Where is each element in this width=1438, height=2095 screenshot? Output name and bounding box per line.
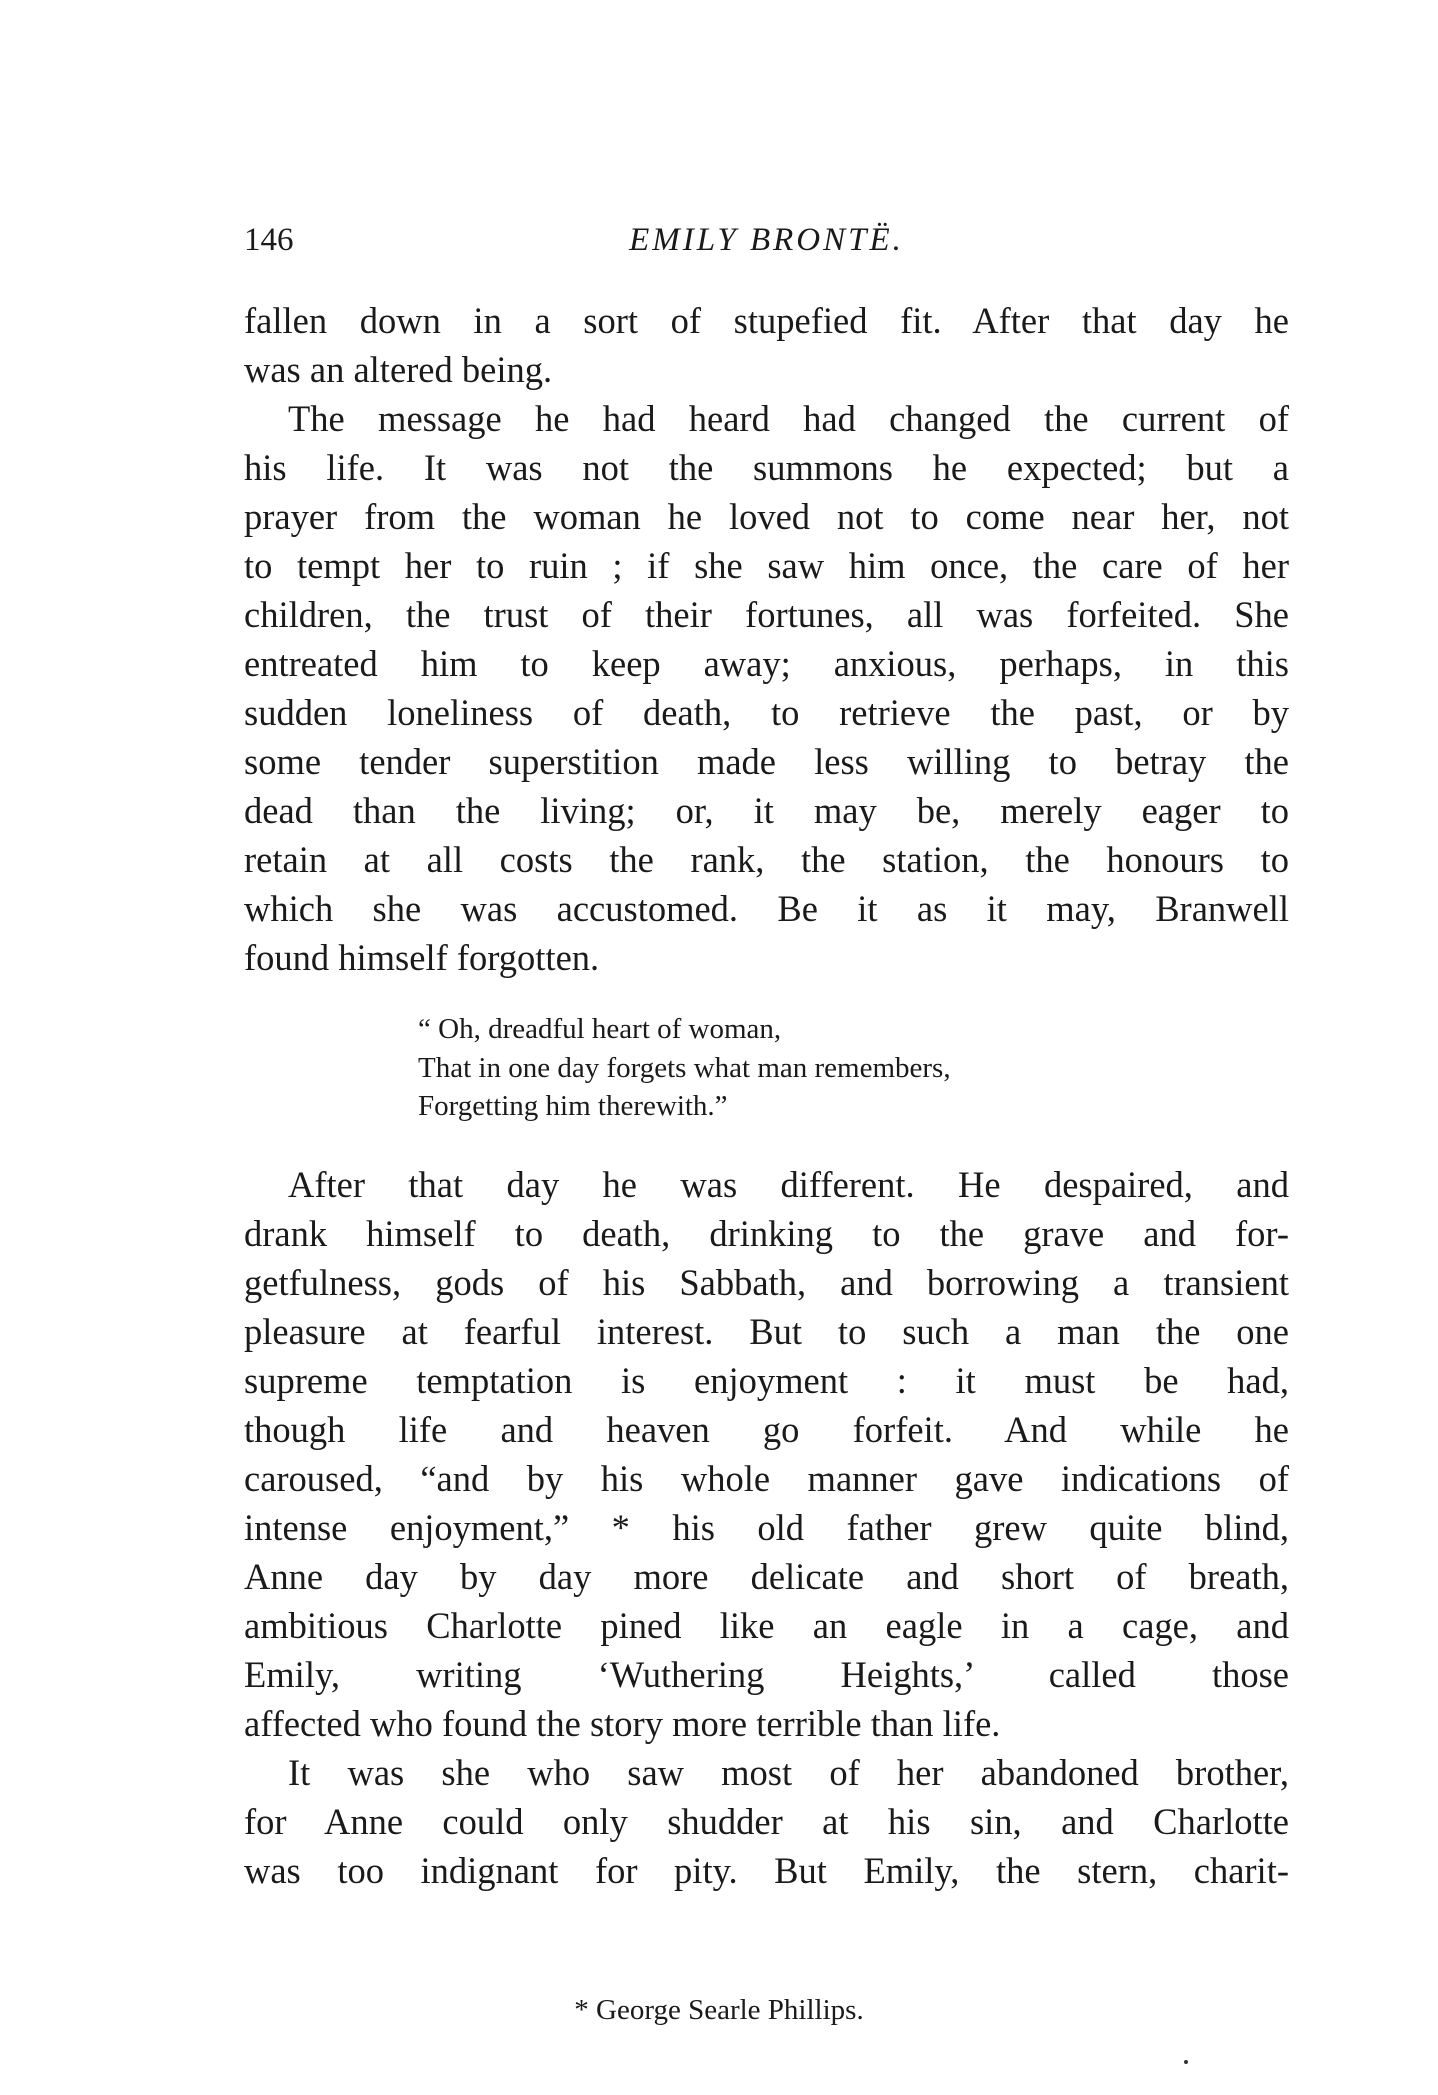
text-line: drank himself to death, drinking to the grave and for-	[244, 1213, 1289, 1254]
text-line: dead than the living; or, it may be, merely eager to	[244, 790, 1289, 831]
text-line: though life and heaven go forfeit. And while he	[244, 1409, 1289, 1450]
text-line: was too indignant for pity. But Emily, the stern, charit-	[244, 1850, 1289, 1891]
print-speck	[1184, 2060, 1188, 2064]
text-line: some tender superstition made less willing to betray the	[244, 741, 1289, 782]
text-line: found himself forgotten.	[244, 937, 600, 978]
text-line: fallen down in a sort of stupefied fit. After that day he	[244, 300, 1289, 341]
verse-quotation	[418, 1010, 951, 1126]
text-line: pleasure at fearful interest. But to such a man the one	[244, 1311, 1289, 1352]
text-line: caroused, “and by his whole manner gave indications of	[244, 1458, 1289, 1499]
running-head	[244, 222, 1289, 266]
text-line: Anne day by day more delicate and short of breath,	[244, 1556, 1289, 1597]
paragraph-3	[244, 1160, 1289, 1748]
running-title: EMILY BRONTË.	[629, 222, 904, 258]
text-line: The message he had heard had changed the current of	[288, 398, 1289, 439]
text-line: affected who found the story more terrible than life.	[244, 1703, 1001, 1744]
paragraph-2	[244, 394, 1289, 982]
text-block-upper	[244, 296, 1289, 982]
text-line: After that day he was different. He despaired, and	[288, 1164, 1289, 1205]
text-line: getfulness, gods of his Sabbath, and borrowing a transient	[244, 1262, 1289, 1303]
text-line: entreated him to keep away; anxious, perhaps, in this	[244, 643, 1289, 684]
paragraph-1	[244, 296, 1289, 394]
text-line: ambitious Charlotte pined like an eagle in a cage, and	[244, 1605, 1289, 1646]
text-line: intense enjoyment,” * his old father grew quite blind,	[244, 1507, 1289, 1548]
text-line: was an altered being.	[244, 349, 553, 390]
text-line: which she was accustomed. Be it as it may, Branwell	[244, 888, 1289, 929]
quote-line: “ Oh, dreadful heart of woman,	[418, 1013, 782, 1045]
text-line: his life. It was not the summons he expected; but a	[244, 447, 1289, 488]
text-line: retain at all costs the rank, the station, the honours to	[244, 839, 1289, 880]
quote-line: That in one day forgets what man remembers,	[418, 1051, 951, 1084]
quote-line: Forgetting him therewith.”	[418, 1090, 728, 1122]
footnote: * George Searle Phillips.	[574, 1994, 864, 2026]
text-line: sudden loneliness of death, to retrieve the past, or by	[244, 692, 1289, 733]
paragraph-4	[244, 1748, 1289, 1895]
page-number: 146	[244, 222, 294, 258]
text-line: children, the trust of their fortunes, all was forfeited. She	[244, 594, 1289, 635]
text-line: to tempt her to ruin ; if she saw him once, the care of her	[244, 545, 1289, 586]
text-line: prayer from the woman he loved not to come near her, not	[244, 496, 1289, 537]
text-block-lower	[244, 1160, 1289, 1895]
text-line: Emily, writing ‘Wuthering Heights,’ called those	[244, 1654, 1289, 1695]
text-line: supreme temptation is enjoyment : it must be had,	[244, 1360, 1289, 1401]
text-line: for Anne could only shudder at his sin, and Charlotte	[244, 1801, 1289, 1842]
text-line: It was she who saw most of her abandoned brother,	[288, 1752, 1289, 1793]
